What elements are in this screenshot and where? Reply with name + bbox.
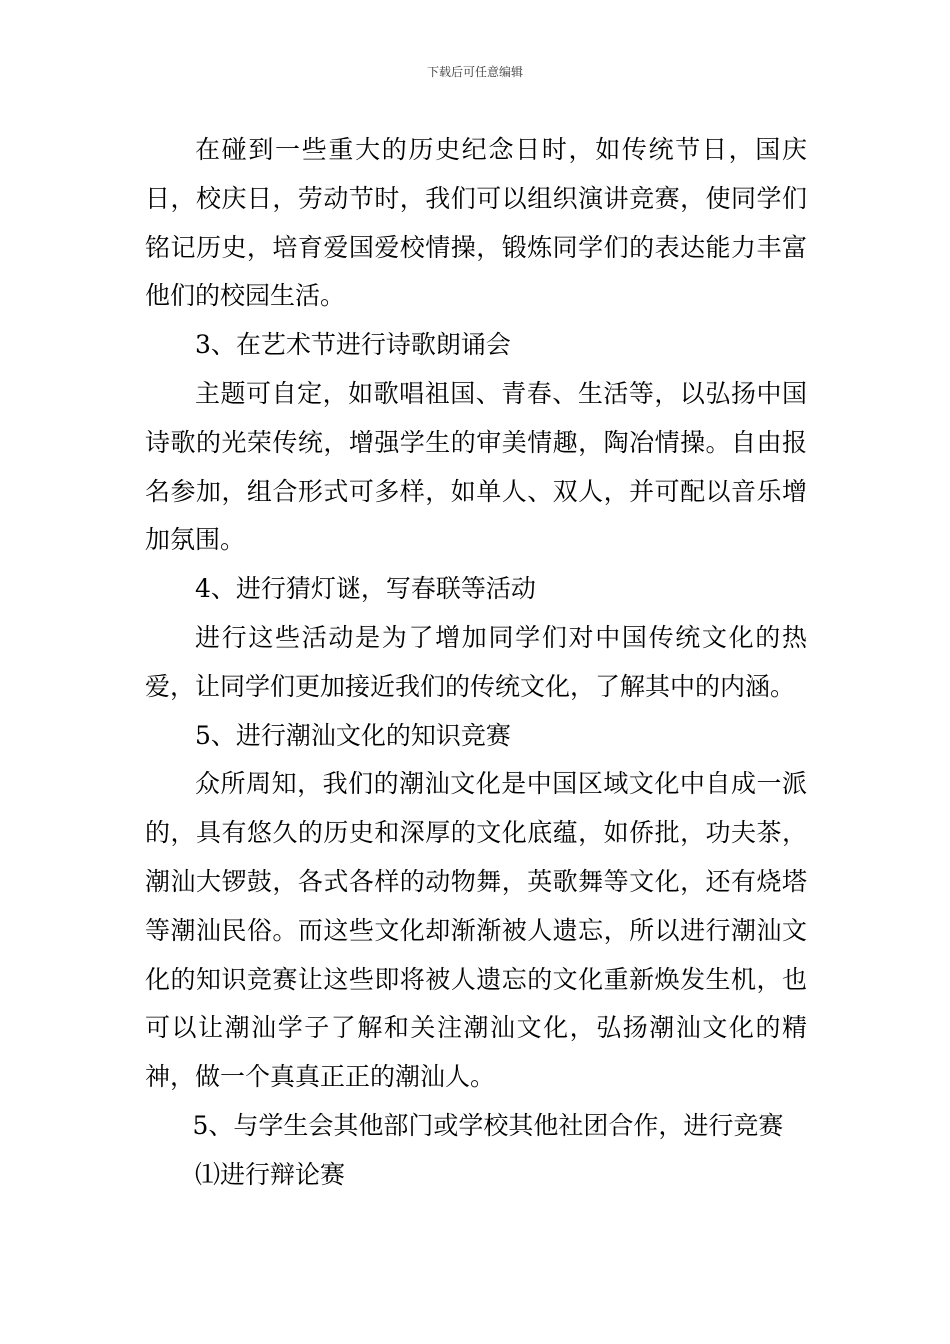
section-heading-cooperation: 5、与学生会其他部门或学校其他社团合作，进行竞赛 bbox=[192, 1110, 784, 1140]
list-item-debate: ⑴进行辩论赛 bbox=[195, 1159, 346, 1189]
paragraph-poetry-recital: 主题可自定，如歌唱祖国、青春、生活等，以弘扬中国诗歌的光荣传统，增强学生的审美情趣，陶冶情操。自由报名参加，组合形式可多样，如单人、双人，并可配以音乐增加氛围。 bbox=[145, 378, 807, 555]
paragraph-memorial-days: 在碰到一些重大的历史纪念日时，如传统节日，国庆日，校庆日，劳动节时，我们可以组织演讲竞赛，使同学们铭记历史，培育爱国爱校情操，锻炼同学们的表达能力丰富他们的校园生活。 bbox=[145, 135, 807, 311]
section-heading-lantern-riddles: 4、进行猜灯谜，写春联等活动 bbox=[195, 574, 536, 604]
page-header: 下载后可任意编辑 bbox=[426, 65, 523, 79]
document-body bbox=[145, 126, 807, 1200]
paragraph-chaoshan-culture: 众所周知，我们的潮汕文化是中国区域文化中自成一派的，具有悠久的历史和深厚的文化底蕴，如侨批，功夫茶，潮汕大锣鼓，各式各样的动物舞，英歌舞等文化，还有烧塔等潮汕民俗。而这些文化却渐渐被人遗忘，所以进行潮汕文化的知识竞赛让这些即将被人遗忘的文化重新焕发生机，也可以让潮汕学子了解和关注潮汕文化，弘扬潮汕文化的精神，做一个真真正正的潮汕人。 bbox=[145, 769, 807, 1092]
paragraph-lantern-riddles: 进行这些活动是为了增加同学们对中国传统文化的热爱，让同学们更加接近我们的传统文化，了解其中的内涵。 bbox=[145, 622, 807, 701]
section-heading-poetry-recital: 3、在艺术节进行诗歌朗诵会 bbox=[195, 330, 511, 360]
section-heading-chaoshan-quiz: 5、进行潮汕文化的知识竞赛 bbox=[195, 720, 511, 750]
